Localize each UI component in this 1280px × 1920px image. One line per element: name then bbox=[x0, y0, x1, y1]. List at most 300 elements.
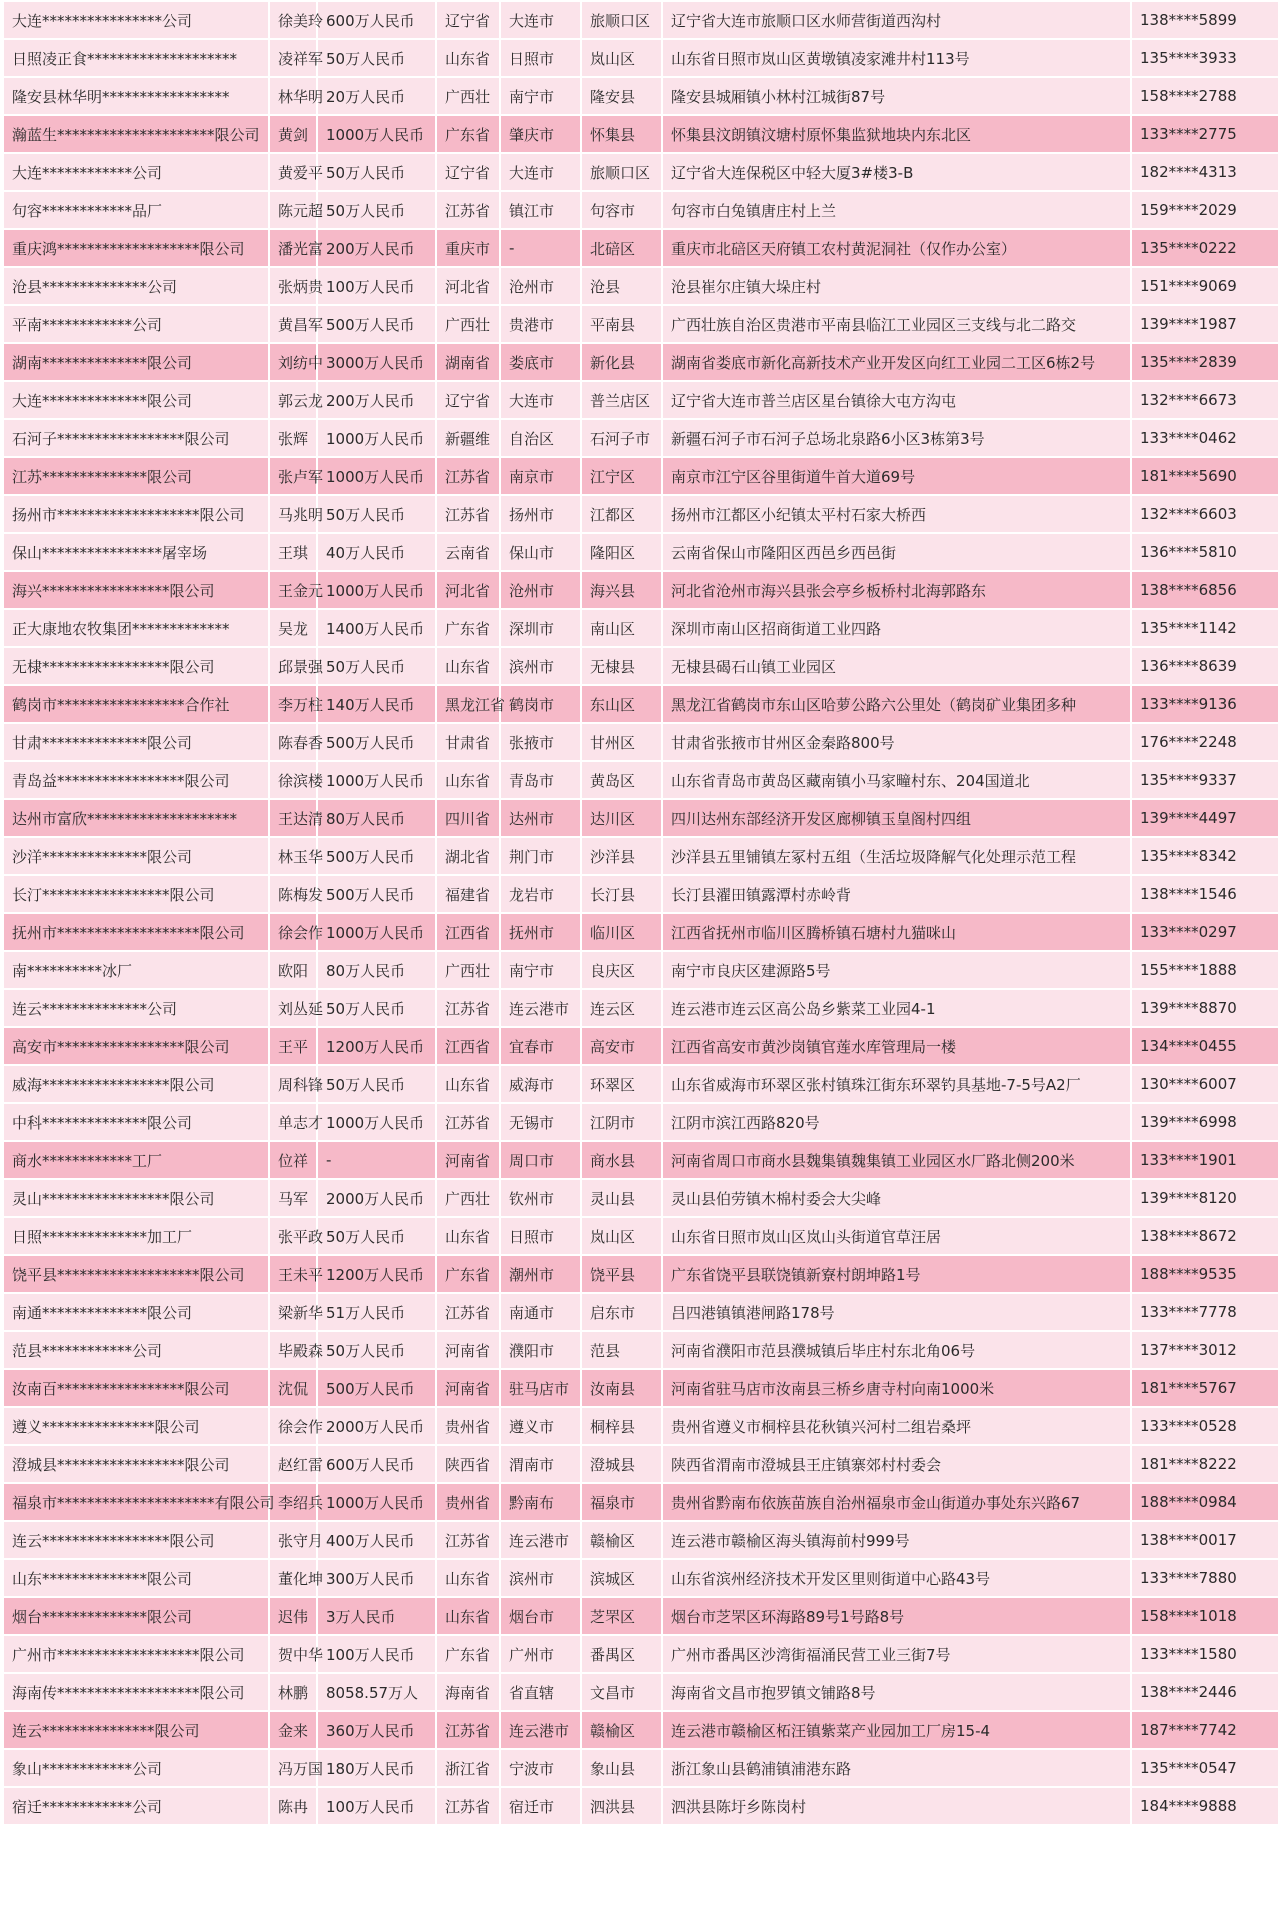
table-row bbox=[3, 1445, 1279, 1483]
province-cell: 陕西省 bbox=[436, 1445, 500, 1483]
district-cell: 北碚区 bbox=[581, 229, 662, 267]
address-cell: 泗洪县陈圩乡陈岗村 bbox=[662, 1787, 1131, 1825]
city-cell: 宜春市 bbox=[500, 1027, 581, 1065]
province-cell: 广西壮 bbox=[436, 77, 500, 115]
phone-cell: 188****9535 bbox=[1131, 1255, 1279, 1293]
province-cell: 广西壮 bbox=[436, 951, 500, 989]
phone-cell: 133****0462 bbox=[1131, 419, 1279, 457]
address-cell: 怀集县汶朗镇汶塘村原怀集监狱地块内东北区 bbox=[662, 115, 1131, 153]
table-row bbox=[3, 115, 1279, 153]
contact-name-cell: 林玉华 bbox=[269, 837, 317, 875]
phone-cell: 139****8120 bbox=[1131, 1179, 1279, 1217]
city-cell: 扬州市 bbox=[500, 495, 581, 533]
phone-cell: 187****7742 bbox=[1131, 1711, 1279, 1749]
address-cell: 海南省文昌市抱罗镇文铺路8号 bbox=[662, 1673, 1131, 1711]
contact-name-cell: 黄爱平 bbox=[269, 153, 317, 191]
contact-name-cell: 刘丛延 bbox=[269, 989, 317, 1027]
address-cell: 河北省沧州市海兴县张会亭乡板桥村北海郭路东 bbox=[662, 571, 1131, 609]
company-name-cell: 日照**************加工厂 bbox=[3, 1217, 269, 1255]
phone-cell: 139****6998 bbox=[1131, 1103, 1279, 1141]
phone-cell: 138****1546 bbox=[1131, 875, 1279, 913]
district-cell: 东山区 bbox=[581, 685, 662, 723]
city-cell: 宁波市 bbox=[500, 1749, 581, 1787]
company-name-cell: 南**********冰厂 bbox=[3, 951, 269, 989]
table-row bbox=[3, 1635, 1279, 1673]
table-row bbox=[3, 1597, 1279, 1635]
table-row bbox=[3, 1, 1279, 39]
province-cell: 广东省 bbox=[436, 1255, 500, 1293]
province-cell: 福建省 bbox=[436, 875, 500, 913]
city-cell: 潮州市 bbox=[500, 1255, 581, 1293]
company-name-cell: 威海*****************限公司 bbox=[3, 1065, 269, 1103]
table-row bbox=[3, 1293, 1279, 1331]
company-name-cell: 日照凌正食******************** bbox=[3, 39, 269, 77]
contact-name-cell: 徐会作 bbox=[269, 913, 317, 951]
district-cell: 无棣县 bbox=[581, 647, 662, 685]
district-cell: 赣榆区 bbox=[581, 1711, 662, 1749]
address-cell: 江阴市滨江西路820号 bbox=[662, 1103, 1131, 1141]
address-cell: 河南省濮阳市范县濮城镇后毕庄村东北角06号 bbox=[662, 1331, 1131, 1369]
phone-cell: 138****0017 bbox=[1131, 1521, 1279, 1559]
registered-capital-cell: 300万人民币 bbox=[317, 1559, 436, 1597]
phone-cell: 181****5767 bbox=[1131, 1369, 1279, 1407]
table-row bbox=[3, 495, 1279, 533]
table-row bbox=[3, 1521, 1279, 1559]
city-cell: 南宁市 bbox=[500, 951, 581, 989]
phone-cell: 135****2839 bbox=[1131, 343, 1279, 381]
contact-name-cell: 马军 bbox=[269, 1179, 317, 1217]
district-cell: 江阴市 bbox=[581, 1103, 662, 1141]
contact-name-cell: 徐会作 bbox=[269, 1407, 317, 1445]
district-cell: 番禺区 bbox=[581, 1635, 662, 1673]
phone-cell: 181****5690 bbox=[1131, 457, 1279, 495]
city-cell: 日照市 bbox=[500, 1217, 581, 1255]
district-cell: 连云区 bbox=[581, 989, 662, 1027]
phone-cell: 138****2446 bbox=[1131, 1673, 1279, 1711]
address-cell: 新疆石河子市石河子总场北泉路6小区3栋第3号 bbox=[662, 419, 1131, 457]
city-cell: 日照市 bbox=[500, 39, 581, 77]
table-row bbox=[3, 77, 1279, 115]
city-cell: 沧州市 bbox=[500, 267, 581, 305]
contact-name-cell: 黄昌军 bbox=[269, 305, 317, 343]
phone-cell: 139****4497 bbox=[1131, 799, 1279, 837]
company-name-cell: 无棣*****************限公司 bbox=[3, 647, 269, 685]
address-cell: 辽宁省大连保税区中轻大厦3#楼3-B bbox=[662, 153, 1131, 191]
province-cell: 江苏省 bbox=[436, 989, 500, 1027]
table-body bbox=[3, 1, 1279, 1825]
phone-cell: 137****3012 bbox=[1131, 1331, 1279, 1369]
phone-cell: 138****5899 bbox=[1131, 1, 1279, 39]
phone-cell: 133****1901 bbox=[1131, 1141, 1279, 1179]
registered-capital-cell: 200万人民币 bbox=[317, 381, 436, 419]
district-cell: 饶平县 bbox=[581, 1255, 662, 1293]
address-cell: 甘肃省张掖市甘州区金秦路800号 bbox=[662, 723, 1131, 761]
registered-capital-cell: 51万人民币 bbox=[317, 1293, 436, 1331]
table-row bbox=[3, 647, 1279, 685]
phone-cell: 159****2029 bbox=[1131, 191, 1279, 229]
phone-cell: 158****2788 bbox=[1131, 77, 1279, 115]
province-cell: 海南省 bbox=[436, 1673, 500, 1711]
contact-name-cell: 潘光富 bbox=[269, 229, 317, 267]
district-cell: 高安市 bbox=[581, 1027, 662, 1065]
registered-capital-cell: 1000万人民币 bbox=[317, 419, 436, 457]
table-row bbox=[3, 1065, 1279, 1103]
city-cell: 张掖市 bbox=[500, 723, 581, 761]
district-cell: 南山区 bbox=[581, 609, 662, 647]
district-cell: 平南县 bbox=[581, 305, 662, 343]
province-cell: 贵州省 bbox=[436, 1483, 500, 1521]
company-name-cell: 连云*****************限公司 bbox=[3, 1521, 269, 1559]
contact-name-cell: 张守月 bbox=[269, 1521, 317, 1559]
address-cell: 扬州市江都区小纪镇太平村石家大桥西 bbox=[662, 495, 1131, 533]
registered-capital-cell: 2000万人民币 bbox=[317, 1407, 436, 1445]
district-cell: 启东市 bbox=[581, 1293, 662, 1331]
table-row bbox=[3, 1483, 1279, 1521]
registered-capital-cell: 1000万人民币 bbox=[317, 115, 436, 153]
phone-cell: 184****9888 bbox=[1131, 1787, 1279, 1825]
province-cell: 山东省 bbox=[436, 1559, 500, 1597]
district-cell: 甘州区 bbox=[581, 723, 662, 761]
contact-name-cell: 单志才 bbox=[269, 1103, 317, 1141]
table-row bbox=[3, 1331, 1279, 1369]
company-name-cell: 青岛益*****************限公司 bbox=[3, 761, 269, 799]
district-cell: 江都区 bbox=[581, 495, 662, 533]
table-row bbox=[3, 533, 1279, 571]
registered-capital-cell: 360万人民币 bbox=[317, 1711, 436, 1749]
registered-capital-cell: 50万人民币 bbox=[317, 39, 436, 77]
company-name-cell: 大连****************公司 bbox=[3, 1, 269, 39]
company-name-cell: 扬州市*******************限公司 bbox=[3, 495, 269, 533]
company-name-cell: 连云***************限公司 bbox=[3, 1711, 269, 1749]
company-name-cell: 石河子*****************限公司 bbox=[3, 419, 269, 457]
district-cell: 沧县 bbox=[581, 267, 662, 305]
registered-capital-cell: 20万人民币 bbox=[317, 77, 436, 115]
province-cell: 贵州省 bbox=[436, 1407, 500, 1445]
table-row bbox=[3, 343, 1279, 381]
city-cell: 大连市 bbox=[500, 1, 581, 39]
address-cell: 辽宁省大连市普兰店区星台镇徐大屯方沟屯 bbox=[662, 381, 1131, 419]
table-row bbox=[3, 1787, 1279, 1825]
province-cell: 河北省 bbox=[436, 571, 500, 609]
province-cell: 浙江省 bbox=[436, 1749, 500, 1787]
phone-cell: 135****0222 bbox=[1131, 229, 1279, 267]
province-cell: 山东省 bbox=[436, 1065, 500, 1103]
city-cell: 省直辖 bbox=[500, 1673, 581, 1711]
city-cell: 南宁市 bbox=[500, 77, 581, 115]
district-cell: 普兰店区 bbox=[581, 381, 662, 419]
address-cell: 隆安县城厢镇小林村江城街87号 bbox=[662, 77, 1131, 115]
contact-name-cell: 王未平 bbox=[269, 1255, 317, 1293]
contact-name-cell: 沈侃 bbox=[269, 1369, 317, 1407]
district-cell: 隆阳区 bbox=[581, 533, 662, 571]
address-cell: 沙洋县五里铺镇左冢村五组（生活垃圾降解气化处理示范工程 bbox=[662, 837, 1131, 875]
province-cell: 江苏省 bbox=[436, 1521, 500, 1559]
table-row bbox=[3, 685, 1279, 723]
district-cell: 江宁区 bbox=[581, 457, 662, 495]
address-cell: 山东省滨州经济技术开发区里则街道中心路43号 bbox=[662, 1559, 1131, 1597]
phone-cell: 155****1888 bbox=[1131, 951, 1279, 989]
province-cell: 山东省 bbox=[436, 39, 500, 77]
table-row bbox=[3, 39, 1279, 77]
district-cell: 良庆区 bbox=[581, 951, 662, 989]
province-cell: 新疆维 bbox=[436, 419, 500, 457]
city-cell: 自治区 bbox=[500, 419, 581, 457]
company-name-cell: 瀚蓝生*********************限公司 bbox=[3, 115, 269, 153]
address-cell: 广西壮族自治区贵港市平南县临江工业园区三支线与北二路交 bbox=[662, 305, 1131, 343]
table-row bbox=[3, 1179, 1279, 1217]
table-row bbox=[3, 913, 1279, 951]
city-cell: 滨州市 bbox=[500, 1559, 581, 1597]
registered-capital-cell: 80万人民币 bbox=[317, 951, 436, 989]
phone-cell: 133****1580 bbox=[1131, 1635, 1279, 1673]
registered-capital-cell: 50万人民币 bbox=[317, 191, 436, 229]
province-cell: 江苏省 bbox=[436, 191, 500, 229]
city-cell: 烟台市 bbox=[500, 1597, 581, 1635]
city-cell: 濮阳市 bbox=[500, 1331, 581, 1369]
table-row bbox=[3, 723, 1279, 761]
district-cell: 长汀县 bbox=[581, 875, 662, 913]
company-name-cell: 海南传*******************限公司 bbox=[3, 1673, 269, 1711]
address-cell: 贵州省黔南布依族苗族自治州福泉市金山街道办事处东兴路67 bbox=[662, 1483, 1131, 1521]
district-cell: 象山县 bbox=[581, 1749, 662, 1787]
registered-capital-cell: 500万人民币 bbox=[317, 305, 436, 343]
city-cell: 钦州市 bbox=[500, 1179, 581, 1217]
province-cell: 重庆市 bbox=[436, 229, 500, 267]
registered-capital-cell: 140万人民币 bbox=[317, 685, 436, 723]
contact-name-cell: 李万柱 bbox=[269, 685, 317, 723]
company-name-cell: 正大康地农牧集团************* bbox=[3, 609, 269, 647]
contact-name-cell: 陈春香 bbox=[269, 723, 317, 761]
city-cell: 连云港市 bbox=[500, 989, 581, 1027]
city-cell: 娄底市 bbox=[500, 343, 581, 381]
address-cell: 烟台市芝罘区环海路89号1号路8号 bbox=[662, 1597, 1131, 1635]
district-cell: 沙洋县 bbox=[581, 837, 662, 875]
phone-cell: 133****7880 bbox=[1131, 1559, 1279, 1597]
table-row bbox=[3, 951, 1279, 989]
contact-name-cell: 王琪 bbox=[269, 533, 317, 571]
contact-name-cell: 张辉 bbox=[269, 419, 317, 457]
table-row bbox=[3, 1407, 1279, 1445]
registered-capital-cell: 100万人民币 bbox=[317, 1635, 436, 1673]
city-cell: 南京市 bbox=[500, 457, 581, 495]
address-cell: 吕四港镇镇港闸路178号 bbox=[662, 1293, 1131, 1331]
district-cell: 旅顺口区 bbox=[581, 1, 662, 39]
province-cell: 广西壮 bbox=[436, 305, 500, 343]
registered-capital-cell: 1000万人民币 bbox=[317, 457, 436, 495]
company-name-cell: 长汀*****************限公司 bbox=[3, 875, 269, 913]
contact-name-cell: 王达清 bbox=[269, 799, 317, 837]
phone-cell: 135****8342 bbox=[1131, 837, 1279, 875]
registered-capital-cell: 500万人民币 bbox=[317, 837, 436, 875]
contact-name-cell: 位祥 bbox=[269, 1141, 317, 1179]
registered-capital-cell: 50万人民币 bbox=[317, 1065, 436, 1103]
district-cell: 海兴县 bbox=[581, 571, 662, 609]
registered-capital-cell: 500万人民币 bbox=[317, 875, 436, 913]
contact-name-cell: 李绍兵 bbox=[269, 1483, 317, 1521]
province-cell: 江西省 bbox=[436, 913, 500, 951]
phone-cell: 138****8672 bbox=[1131, 1217, 1279, 1255]
phone-cell: 135****1142 bbox=[1131, 609, 1279, 647]
province-cell: 江西省 bbox=[436, 1027, 500, 1065]
contact-name-cell: 贺中华 bbox=[269, 1635, 317, 1673]
address-cell: 长汀县濯田镇露潭村赤岭背 bbox=[662, 875, 1131, 913]
company-table bbox=[2, 0, 1280, 1826]
registered-capital-cell: 50万人民币 bbox=[317, 1217, 436, 1255]
district-cell: 泗洪县 bbox=[581, 1787, 662, 1825]
address-cell: 山东省威海市环翠区张村镇珠江街东环翠钓具基地-7-5号A2厂 bbox=[662, 1065, 1131, 1103]
phone-cell: 133****2775 bbox=[1131, 115, 1279, 153]
city-cell: 抚州市 bbox=[500, 913, 581, 951]
district-cell: 旅顺口区 bbox=[581, 153, 662, 191]
city-cell: 遵义市 bbox=[500, 1407, 581, 1445]
registered-capital-cell: 200万人民币 bbox=[317, 229, 436, 267]
district-cell: 赣榆区 bbox=[581, 1521, 662, 1559]
table-row bbox=[3, 457, 1279, 495]
city-cell: 无锡市 bbox=[500, 1103, 581, 1141]
district-cell: 黄岛区 bbox=[581, 761, 662, 799]
phone-cell: 133****0297 bbox=[1131, 913, 1279, 951]
address-cell: 黑龙江省鹤岗市东山区哈萝公路六公里处（鹤岗矿业集团多种 bbox=[662, 685, 1131, 723]
company-name-cell: 高安市*****************限公司 bbox=[3, 1027, 269, 1065]
table-row bbox=[3, 1559, 1279, 1597]
company-name-cell: 南通**************限公司 bbox=[3, 1293, 269, 1331]
address-cell: 山东省青岛市黄岛区藏南镇小马家疃村东、204国道北 bbox=[662, 761, 1131, 799]
registered-capital-cell: 600万人民币 bbox=[317, 1, 436, 39]
company-name-cell: 沙洋**************限公司 bbox=[3, 837, 269, 875]
registered-capital-cell: 1000万人民币 bbox=[317, 913, 436, 951]
address-cell: 四川达州东部经济开发区廊柳镇玉皇阁村四组 bbox=[662, 799, 1131, 837]
company-name-cell: 汝南百*****************限公司 bbox=[3, 1369, 269, 1407]
city-cell: 周口市 bbox=[500, 1141, 581, 1179]
address-cell: 句容市白兔镇唐庄村上兰 bbox=[662, 191, 1131, 229]
province-cell: 辽宁省 bbox=[436, 1, 500, 39]
phone-cell: 182****4313 bbox=[1131, 153, 1279, 191]
contact-name-cell: 周科锋 bbox=[269, 1065, 317, 1103]
city-cell: 荆门市 bbox=[500, 837, 581, 875]
company-name-cell: 鹤岗市*****************合作社 bbox=[3, 685, 269, 723]
district-cell: 句容市 bbox=[581, 191, 662, 229]
city-cell: 大连市 bbox=[500, 381, 581, 419]
address-cell: 山东省日照市岚山区岚山头街道官草汪居 bbox=[662, 1217, 1131, 1255]
province-cell: 江苏省 bbox=[436, 1293, 500, 1331]
district-cell: 文昌市 bbox=[581, 1673, 662, 1711]
company-name-cell: 句容************品厂 bbox=[3, 191, 269, 229]
address-cell: 连云港市赣榆区柘汪镇紫菜产业园加工厂房15-4 bbox=[662, 1711, 1131, 1749]
table-row bbox=[3, 229, 1279, 267]
contact-name-cell: 赵红雷 bbox=[269, 1445, 317, 1483]
contact-name-cell: 张卢军 bbox=[269, 457, 317, 495]
company-name-cell: 隆安县林华明***************** bbox=[3, 77, 269, 115]
contact-name-cell: 梁新华 bbox=[269, 1293, 317, 1331]
company-name-cell: 抚州市*******************限公司 bbox=[3, 913, 269, 951]
city-cell: 黔南布 bbox=[500, 1483, 581, 1521]
table-row bbox=[3, 1369, 1279, 1407]
registered-capital-cell: - bbox=[317, 1141, 436, 1179]
company-name-cell: 象山************公司 bbox=[3, 1749, 269, 1787]
province-cell: 河南省 bbox=[436, 1331, 500, 1369]
province-cell: 山东省 bbox=[436, 647, 500, 685]
registered-capital-cell: 1000万人民币 bbox=[317, 1103, 436, 1141]
company-name-cell: 大连**************限公司 bbox=[3, 381, 269, 419]
contact-name-cell: 金来 bbox=[269, 1711, 317, 1749]
province-cell: 江苏省 bbox=[436, 1711, 500, 1749]
phone-cell: 138****6856 bbox=[1131, 571, 1279, 609]
address-cell: 贵州省遵义市桐梓县花秋镇兴河村二组岩桑坪 bbox=[662, 1407, 1131, 1445]
district-cell: 岚山区 bbox=[581, 39, 662, 77]
contact-name-cell: 陈冉 bbox=[269, 1787, 317, 1825]
city-cell: 沧州市 bbox=[500, 571, 581, 609]
registered-capital-cell: 50万人民币 bbox=[317, 495, 436, 533]
registered-capital-cell: 1200万人民币 bbox=[317, 1027, 436, 1065]
address-cell: 云南省保山市隆阳区西邑乡西邑街 bbox=[662, 533, 1131, 571]
contact-name-cell: 徐美玲 bbox=[269, 1, 317, 39]
address-cell: 广东省饶平县联饶镇新寮村朗坤路1号 bbox=[662, 1255, 1131, 1293]
table-row bbox=[3, 1027, 1279, 1065]
province-cell: 湖北省 bbox=[436, 837, 500, 875]
city-cell: - bbox=[500, 229, 581, 267]
contact-name-cell: 王平 bbox=[269, 1027, 317, 1065]
city-cell: 龙岩市 bbox=[500, 875, 581, 913]
phone-cell: 176****2248 bbox=[1131, 723, 1279, 761]
contact-name-cell: 刘纺中 bbox=[269, 343, 317, 381]
phone-cell: 132****6673 bbox=[1131, 381, 1279, 419]
district-cell: 澄城县 bbox=[581, 1445, 662, 1483]
city-cell: 连云港市 bbox=[500, 1521, 581, 1559]
registered-capital-cell: 80万人民币 bbox=[317, 799, 436, 837]
registered-capital-cell: 1000万人民币 bbox=[317, 571, 436, 609]
table-row bbox=[3, 1255, 1279, 1293]
contact-name-cell: 林鹏 bbox=[269, 1673, 317, 1711]
phone-cell: 188****0984 bbox=[1131, 1483, 1279, 1521]
contact-name-cell: 欧阳 bbox=[269, 951, 317, 989]
phone-cell: 139****8870 bbox=[1131, 989, 1279, 1027]
province-cell: 河北省 bbox=[436, 267, 500, 305]
registered-capital-cell: 50万人民币 bbox=[317, 1331, 436, 1369]
company-name-cell: 连云**************公司 bbox=[3, 989, 269, 1027]
table-row bbox=[3, 571, 1279, 609]
province-cell: 江苏省 bbox=[436, 1103, 500, 1141]
district-cell: 新化县 bbox=[581, 343, 662, 381]
table-row bbox=[3, 875, 1279, 913]
city-cell: 南通市 bbox=[500, 1293, 581, 1331]
province-cell: 湖南省 bbox=[436, 343, 500, 381]
table-row bbox=[3, 837, 1279, 875]
city-cell: 宿迁市 bbox=[500, 1787, 581, 1825]
contact-name-cell: 张平政 bbox=[269, 1217, 317, 1255]
registered-capital-cell: 1400万人民币 bbox=[317, 609, 436, 647]
registered-capital-cell: 2000万人民币 bbox=[317, 1179, 436, 1217]
address-cell: 广州市番禺区沙湾街福涌民营工业三街7号 bbox=[662, 1635, 1131, 1673]
company-name-cell: 福泉市*********************有限公司 bbox=[3, 1483, 269, 1521]
registered-capital-cell: 1000万人民币 bbox=[317, 1483, 436, 1521]
phone-cell: 158****1018 bbox=[1131, 1597, 1279, 1635]
province-cell: 广东省 bbox=[436, 1635, 500, 1673]
city-cell: 渭南市 bbox=[500, 1445, 581, 1483]
company-name-cell: 烟台**************限公司 bbox=[3, 1597, 269, 1635]
contact-name-cell: 黄剑 bbox=[269, 115, 317, 153]
district-cell: 商水县 bbox=[581, 1141, 662, 1179]
city-cell: 连云港市 bbox=[500, 1711, 581, 1749]
district-cell: 岚山区 bbox=[581, 1217, 662, 1255]
address-cell: 重庆市北碚区天府镇工农村黄泥洞社（仅作办公室） bbox=[662, 229, 1131, 267]
city-cell: 肇庆市 bbox=[500, 115, 581, 153]
province-cell: 广西壮 bbox=[436, 1179, 500, 1217]
table-row bbox=[3, 1749, 1279, 1787]
company-name-cell: 饶平县*******************限公司 bbox=[3, 1255, 269, 1293]
address-cell: 陕西省渭南市澄城县王庄镇寨郊村村委会 bbox=[662, 1445, 1131, 1483]
contact-name-cell: 冯万国 bbox=[269, 1749, 317, 1787]
province-cell: 山东省 bbox=[436, 1597, 500, 1635]
